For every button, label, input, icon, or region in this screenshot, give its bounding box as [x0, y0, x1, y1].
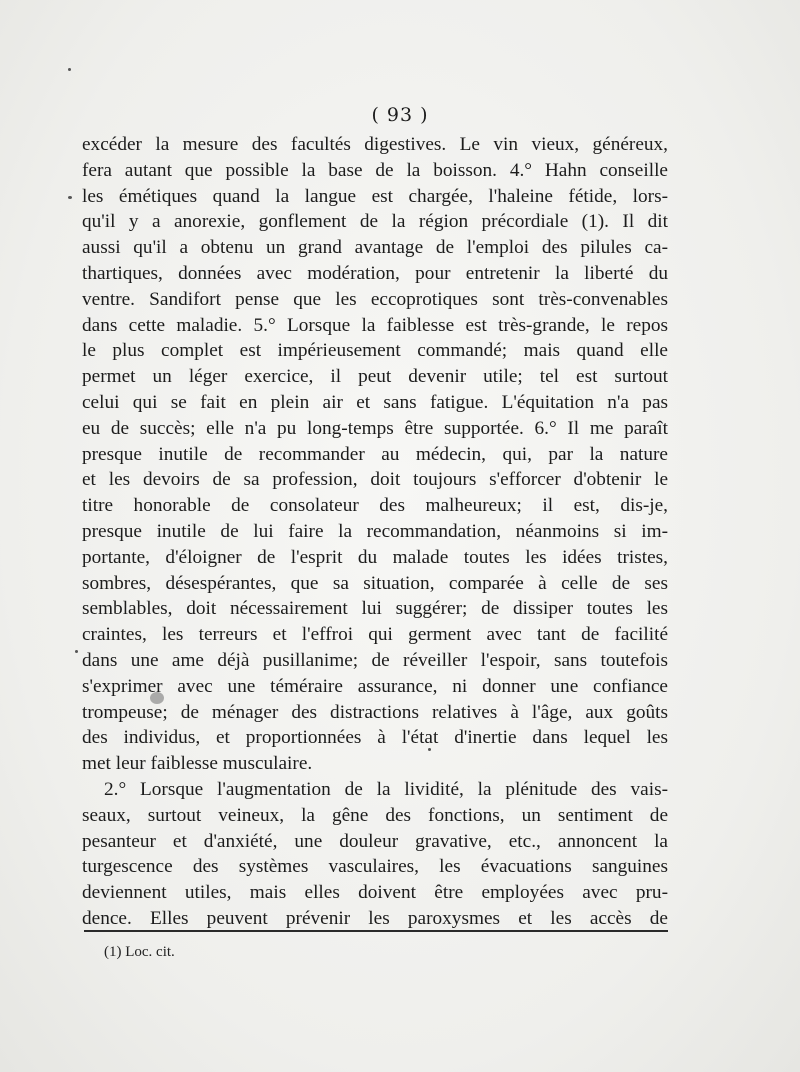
text-line: permet un léger exercice, il peut devenir utile; tel est surtout [82, 366, 668, 388]
text-line: les émétiques quand la langue est chargée, l'haleine fétide, lors- [82, 185, 668, 207]
text-line: dans une ame déjà pusillanime; de réveiller l'espoir, sans toutefois [82, 649, 668, 671]
text-line: excéder la mesure des facultés digestives. Le vin vieux, généreux, [82, 134, 668, 155]
text-line: fera autant que possible la base de la boisson. 4.° Hahn conseille [82, 159, 668, 181]
text-line: s'exprimer avec une téméraire assurance, ni donner une confiance [82, 675, 668, 697]
text-line: eu de succès; elle n'a pu long-temps être supportée. 6.° Il me paraît [82, 417, 668, 439]
text-line: 2.° Lorsque l'augmentation de la lividité, la plénitude des vais- [104, 778, 668, 800]
text-line: qu'il y a anorexie, gonflement de la région précordiale (1). Il dit [82, 211, 668, 233]
text-line: le plus complet est impérieusement commandé; mais quand elle [82, 340, 668, 362]
text-line: pesanteur et d'anxiété, une douleur gravative, etc., annoncent la [82, 830, 668, 852]
text-line: portante, d'éloigner de l'esprit du malade toutes les idées tristes, [82, 546, 668, 568]
text-line: sombres, désespérantes, que sa situation, comparée à celle de ses [82, 572, 668, 594]
text-line: presque inutile de recommander au médecin, qui, par la nature [82, 443, 668, 465]
text-line: seaux, surtout veineux, la gêne des fonctions, un sentiment de [82, 804, 668, 826]
ink-speck [150, 692, 164, 704]
text-line: turgescence des systèmes vasculaires, les évacuations sanguines [82, 856, 668, 878]
text-line: trompeuse; de ménager des distractions relatives à l'âge, aux goûts [82, 701, 668, 723]
text-line: deviennent utiles, mais elles doivent être employées avec pru- [82, 882, 668, 904]
ink-speck [68, 68, 71, 71]
text-line: celui qui se fait en plein air et sans fatigue. L'équitation n'a pas [82, 391, 668, 413]
text-line: ventre. Sandifort pense que les eccoprotiques sont très-convenables [82, 288, 668, 310]
text-line: et les devoirs de sa profession, doit toujours s'efforcer d'obtenir le [82, 469, 668, 491]
page-number: ( 93 ) [371, 104, 429, 126]
footnote-divider [84, 930, 668, 932]
text-line: semblables, doit nécessairement lui suggérer; de dissiper toutes les [82, 598, 668, 620]
text-line: aussi qu'il a obtenu un grand avantage de l'emploi des pilules ca- [82, 237, 668, 259]
text-line: craintes, les terreurs et l'effroi qui germent avec tant de facilité [82, 624, 668, 646]
text-line: presque inutile de lui faire la recommandation, néanmoins si im- [82, 520, 668, 542]
text-line: titre honorable de consolateur des malheureux; il est, dis-je, [82, 495, 668, 517]
body-text [82, 132, 668, 932]
footnote: (1) Loc. cit. [104, 944, 175, 960]
text-line: thartiques, données avec modération, pour entretenir la liberté du [82, 262, 668, 284]
text-line: des individus, et proportionnées à l'état d'inertie dans lequel les [82, 727, 668, 749]
text-line: dence. Elles peuvent prévenir les paroxysmes et les accès de [82, 907, 668, 929]
ink-speck [68, 196, 72, 199]
text-line: dans cette maladie. 5.° Lorsque la faiblesse est très-grande, le repos [82, 314, 668, 336]
text-line: met leur faiblesse musculaire. [82, 753, 313, 775]
ink-speck [75, 650, 78, 653]
ink-speck [428, 748, 431, 751]
